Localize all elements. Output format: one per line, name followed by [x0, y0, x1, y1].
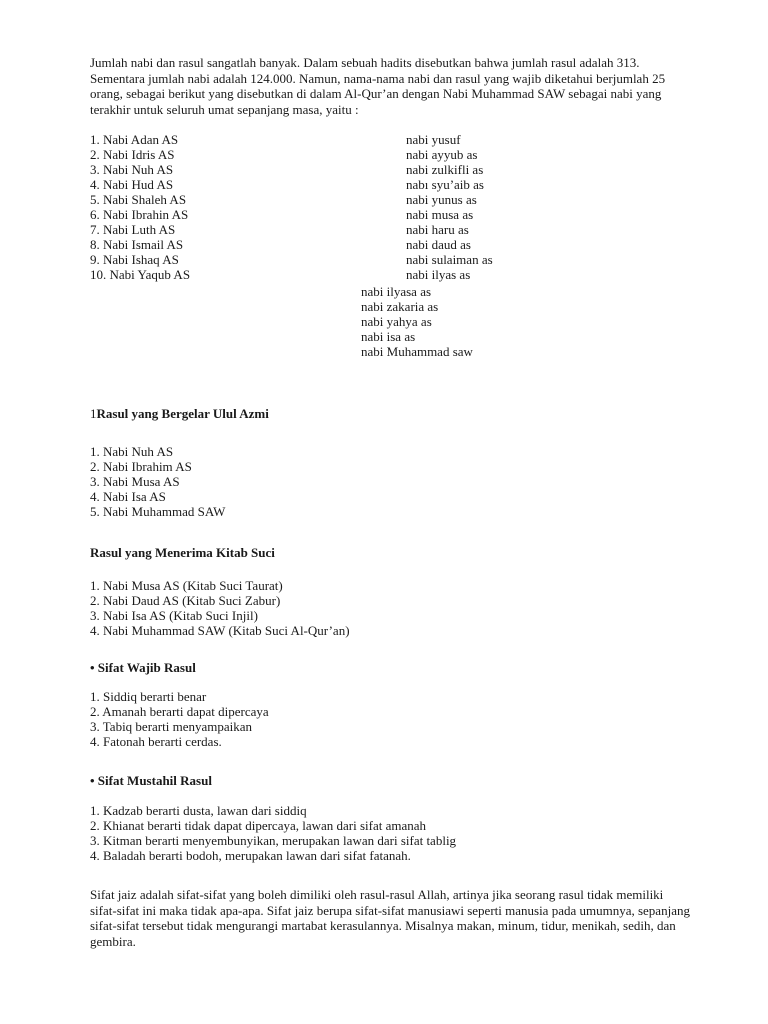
list-item: 1. Siddiq berarti benar: [90, 689, 207, 704]
list-item: 2. Nabi Idris AS: [90, 147, 175, 162]
sifat-wajib-heading: • Sifat Wajib Rasul: [90, 660, 196, 675]
intro-paragraph: Jumlah nabi dan rasul sangatlah banyak. Dalam sebuah hadits disebutkan bahwa jumlah rasul adalah 313. Sementara jumlah nabi adalah 124.000. Namun, nama-nama nabi dan rasul yang wajib diketahui berjumlah 25 orang, sebagai berikut yang disebutkan di dalam Al-Qur’an dengan Nabi Muhammad SAW sebagai nabi yang terakhir untuk seluruh umat sepanjang masa, yaitu :: [90, 55, 666, 117]
list-item: 5. Nabi Shaleh AS: [90, 192, 187, 207]
list-item: nabi musa as: [406, 207, 474, 222]
kitab-suci-heading: Rasul yang Menerima Kitab Suci: [90, 545, 275, 560]
prophet-list-left: [90, 132, 190, 282]
list-item: 3. Nabi Isa AS (Kitab Suci Injil): [90, 608, 258, 623]
list-item: 1. Nabi Adan AS: [90, 132, 179, 147]
list-item: 8. Nabi Ismail AS: [90, 237, 184, 252]
closing-paragraph: Sifat jaiz adalah sifat-sifat yang boleh dimiliki oleh rasul-rasul Allah, artinya jika seorang rasul tidak memiliki sifat-sifat ini maka tidak apa-apa. Sifat jaiz berupa sifat-sifat manusiawi seperti manusia pada umumnya, sepanjang sifat-sifat tersebut tidak mengurangi martabat kerasulannya. Misalnya makan, minum, tidur, menikah, sedih, dan gembira.: [90, 887, 690, 949]
list-item: 10. Nabi Yaqub AS: [90, 267, 191, 282]
list-item: 4. Fatonah berarti cerdas.: [90, 734, 222, 749]
list-item: nabi ilyas as: [406, 267, 471, 282]
ulul-azmi-heading: [90, 406, 690, 421]
list-item: 4. Nabi Isa AS: [90, 489, 166, 504]
list-item: 2. Nabi Daud AS (Kitab Suci Zabur): [90, 593, 281, 608]
list-item: 1. Nabi Musa AS (Kitab Suci Taurat): [90, 578, 283, 593]
list-item: nabi yahya as: [361, 314, 432, 329]
prophet-list-right: [406, 132, 493, 282]
list-item: nabi haru as: [406, 222, 469, 237]
list-item: 3. Nabi Nuh AS: [90, 162, 174, 177]
list-item: 9. Nabi Ishaq AS: [90, 252, 179, 267]
prophet-list-extra: [361, 284, 473, 359]
list-item: 4. Baladah berarti bodoh, merupakan lawan dari sifat fatanah.: [90, 848, 411, 863]
list-item: nabi zulkifli as: [406, 162, 484, 177]
sifat-mustahil-list: [90, 803, 690, 863]
sifat-mustahil-heading: • Sifat Mustahil Rasul: [90, 773, 212, 788]
list-item: nabi zakaria as: [361, 299, 439, 314]
list-item: 1. Kadzab berarti dusta, lawan dari siddiq: [90, 803, 307, 818]
sifat-wajib-list: [90, 689, 690, 749]
list-item: 4. Nabi Muhammad SAW (Kitab Suci Al-Qur’an): [90, 623, 350, 638]
list-item: nabi isa as: [361, 329, 416, 344]
prophet-lists: [90, 132, 690, 362]
list-item: nabi ilyasa as: [361, 284, 432, 299]
list-item: nabi ayyub as: [406, 147, 478, 162]
kitab-suci-list: [90, 578, 690, 638]
heading-number: 1: [90, 406, 97, 421]
list-item: nabi Muhammad saw: [361, 344, 473, 359]
list-item: 6. Nabi Ibrahin AS: [90, 207, 189, 222]
list-item: 4. Nabi Hud AS: [90, 177, 174, 192]
list-item: nabi yunus as: [406, 192, 477, 207]
list-item: nabı syu’aib as: [406, 177, 484, 192]
list-item: 3. Tabiq berarti menyampaikan: [90, 719, 253, 734]
heading-text: Rasul yang Bergelar Ulul Azmi: [96, 406, 269, 421]
list-item: 2. Amanah berarti dapat dipercaya: [90, 704, 269, 719]
list-item: nabi daud as: [406, 237, 471, 252]
list-item: 2. Khianat berarti tidak dapat dipercaya, lawan dari sifat amanah: [90, 818, 427, 833]
ulul-azmi-list: [90, 444, 690, 519]
list-item: 7. Nabi Luth AS: [90, 222, 176, 237]
list-item: nabi sulaiman as: [406, 252, 493, 267]
list-item: 2. Nabi Ibrahim AS: [90, 459, 192, 474]
list-item: 5. Nabi Muhammad SAW: [90, 504, 226, 519]
list-item: 3. Nabi Musa AS: [90, 474, 180, 489]
list-item: 1. Nabi Nuh AS: [90, 444, 174, 459]
document-page: [90, 55, 690, 949]
list-item: 3. Kitman berarti menyembunyikan, merupakan lawan dari sifat tablig: [90, 833, 457, 848]
list-item: nabi yusuf: [406, 132, 461, 147]
